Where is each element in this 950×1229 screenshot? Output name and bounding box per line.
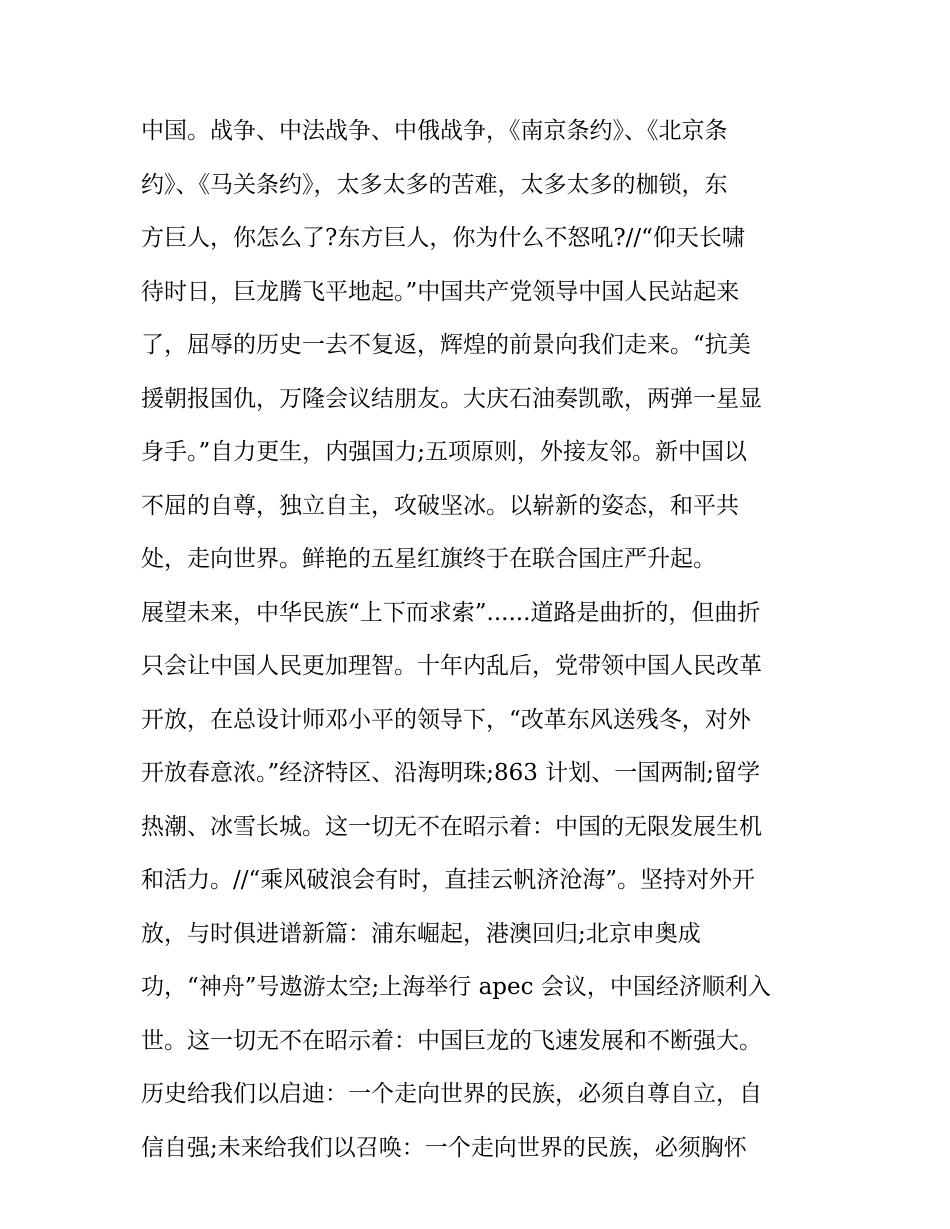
text-line-1: 中国。战争、中法战争、中俄战争，《南京条约》、《北京条	[141, 118, 728, 144]
text-line-14: 热潮、冰雪长城。这一切无不在昭示着：中国的无限发展生机	[141, 813, 762, 840]
text-line-9: 处，走向世界。鲜艳的五星红旗终于在联合国庄严升起。	[141, 546, 716, 572]
body-text	[141, 105, 821, 1175]
text-line-2: 约》、《马关条约》，太多太多的苦难，太多太多的枷锁，东	[141, 171, 728, 198]
text-line-11: 只会让中国人民更加理智。十年内乱后，党带领中国人民改革	[141, 653, 762, 679]
text-line-8: 不屈的自尊，独立自主，攻破坚冰。以崭新的姿态，和平共	[141, 492, 739, 519]
text-line-20: 信自强;未来给我们以召唤：一个走向世界的民族，必须胸怀	[141, 1134, 747, 1161]
text-line-4: 待时日，巨龙腾飞平地起。”中国共产党领导中国人民站起来	[141, 278, 740, 305]
text-line-5: 了，屈辱的历史一去不复返，辉煌的前景向我们走来。“抗美	[141, 332, 751, 358]
text-line-15: 和活力。//“乘风破浪会有时，直挂云帆济沧海”。坚持对外开	[141, 867, 756, 893]
text-line-16: 放，与时俱进谱新篇：浦东崛起，港澳回归;北京申奥成	[141, 920, 701, 947]
text-line-10: 展望未来，中华民族“上下而求索”......道路是曲折的，但曲折	[141, 599, 761, 626]
text-line-7: 身手。”自力更生，内强国力;五项原则，外接友邻。新中国以	[141, 439, 748, 465]
text-line-18: 世。这一切无不在昭示着：中国巨龙的飞速发展和不断强大。	[141, 1027, 762, 1054]
text-line-3: 方巨人，你怎么了?东方巨人，你为什么不怒吼?//“仰天长啸	[141, 225, 745, 251]
text-line-19: 历史给我们以启迪：一个走向世界的民族，必须自尊自立，自	[141, 1081, 762, 1107]
text-line-17: 功，“神舟”号遨游太空;上海举行 apec 会议，中国经济顺利入	[141, 974, 771, 1000]
text-line-12: 开放，在总设计师邓小平的领导下，“改革东风送残冬，对外	[141, 706, 751, 733]
text-line-6: 援朝报国仇，万隆会议结朋友。大庆石油奏凯歌，两弹一星显	[141, 385, 762, 412]
text-line-13: 开放春意浓。”经济特区、沿海明珠;863 计划、一国两制;留学	[141, 760, 760, 786]
